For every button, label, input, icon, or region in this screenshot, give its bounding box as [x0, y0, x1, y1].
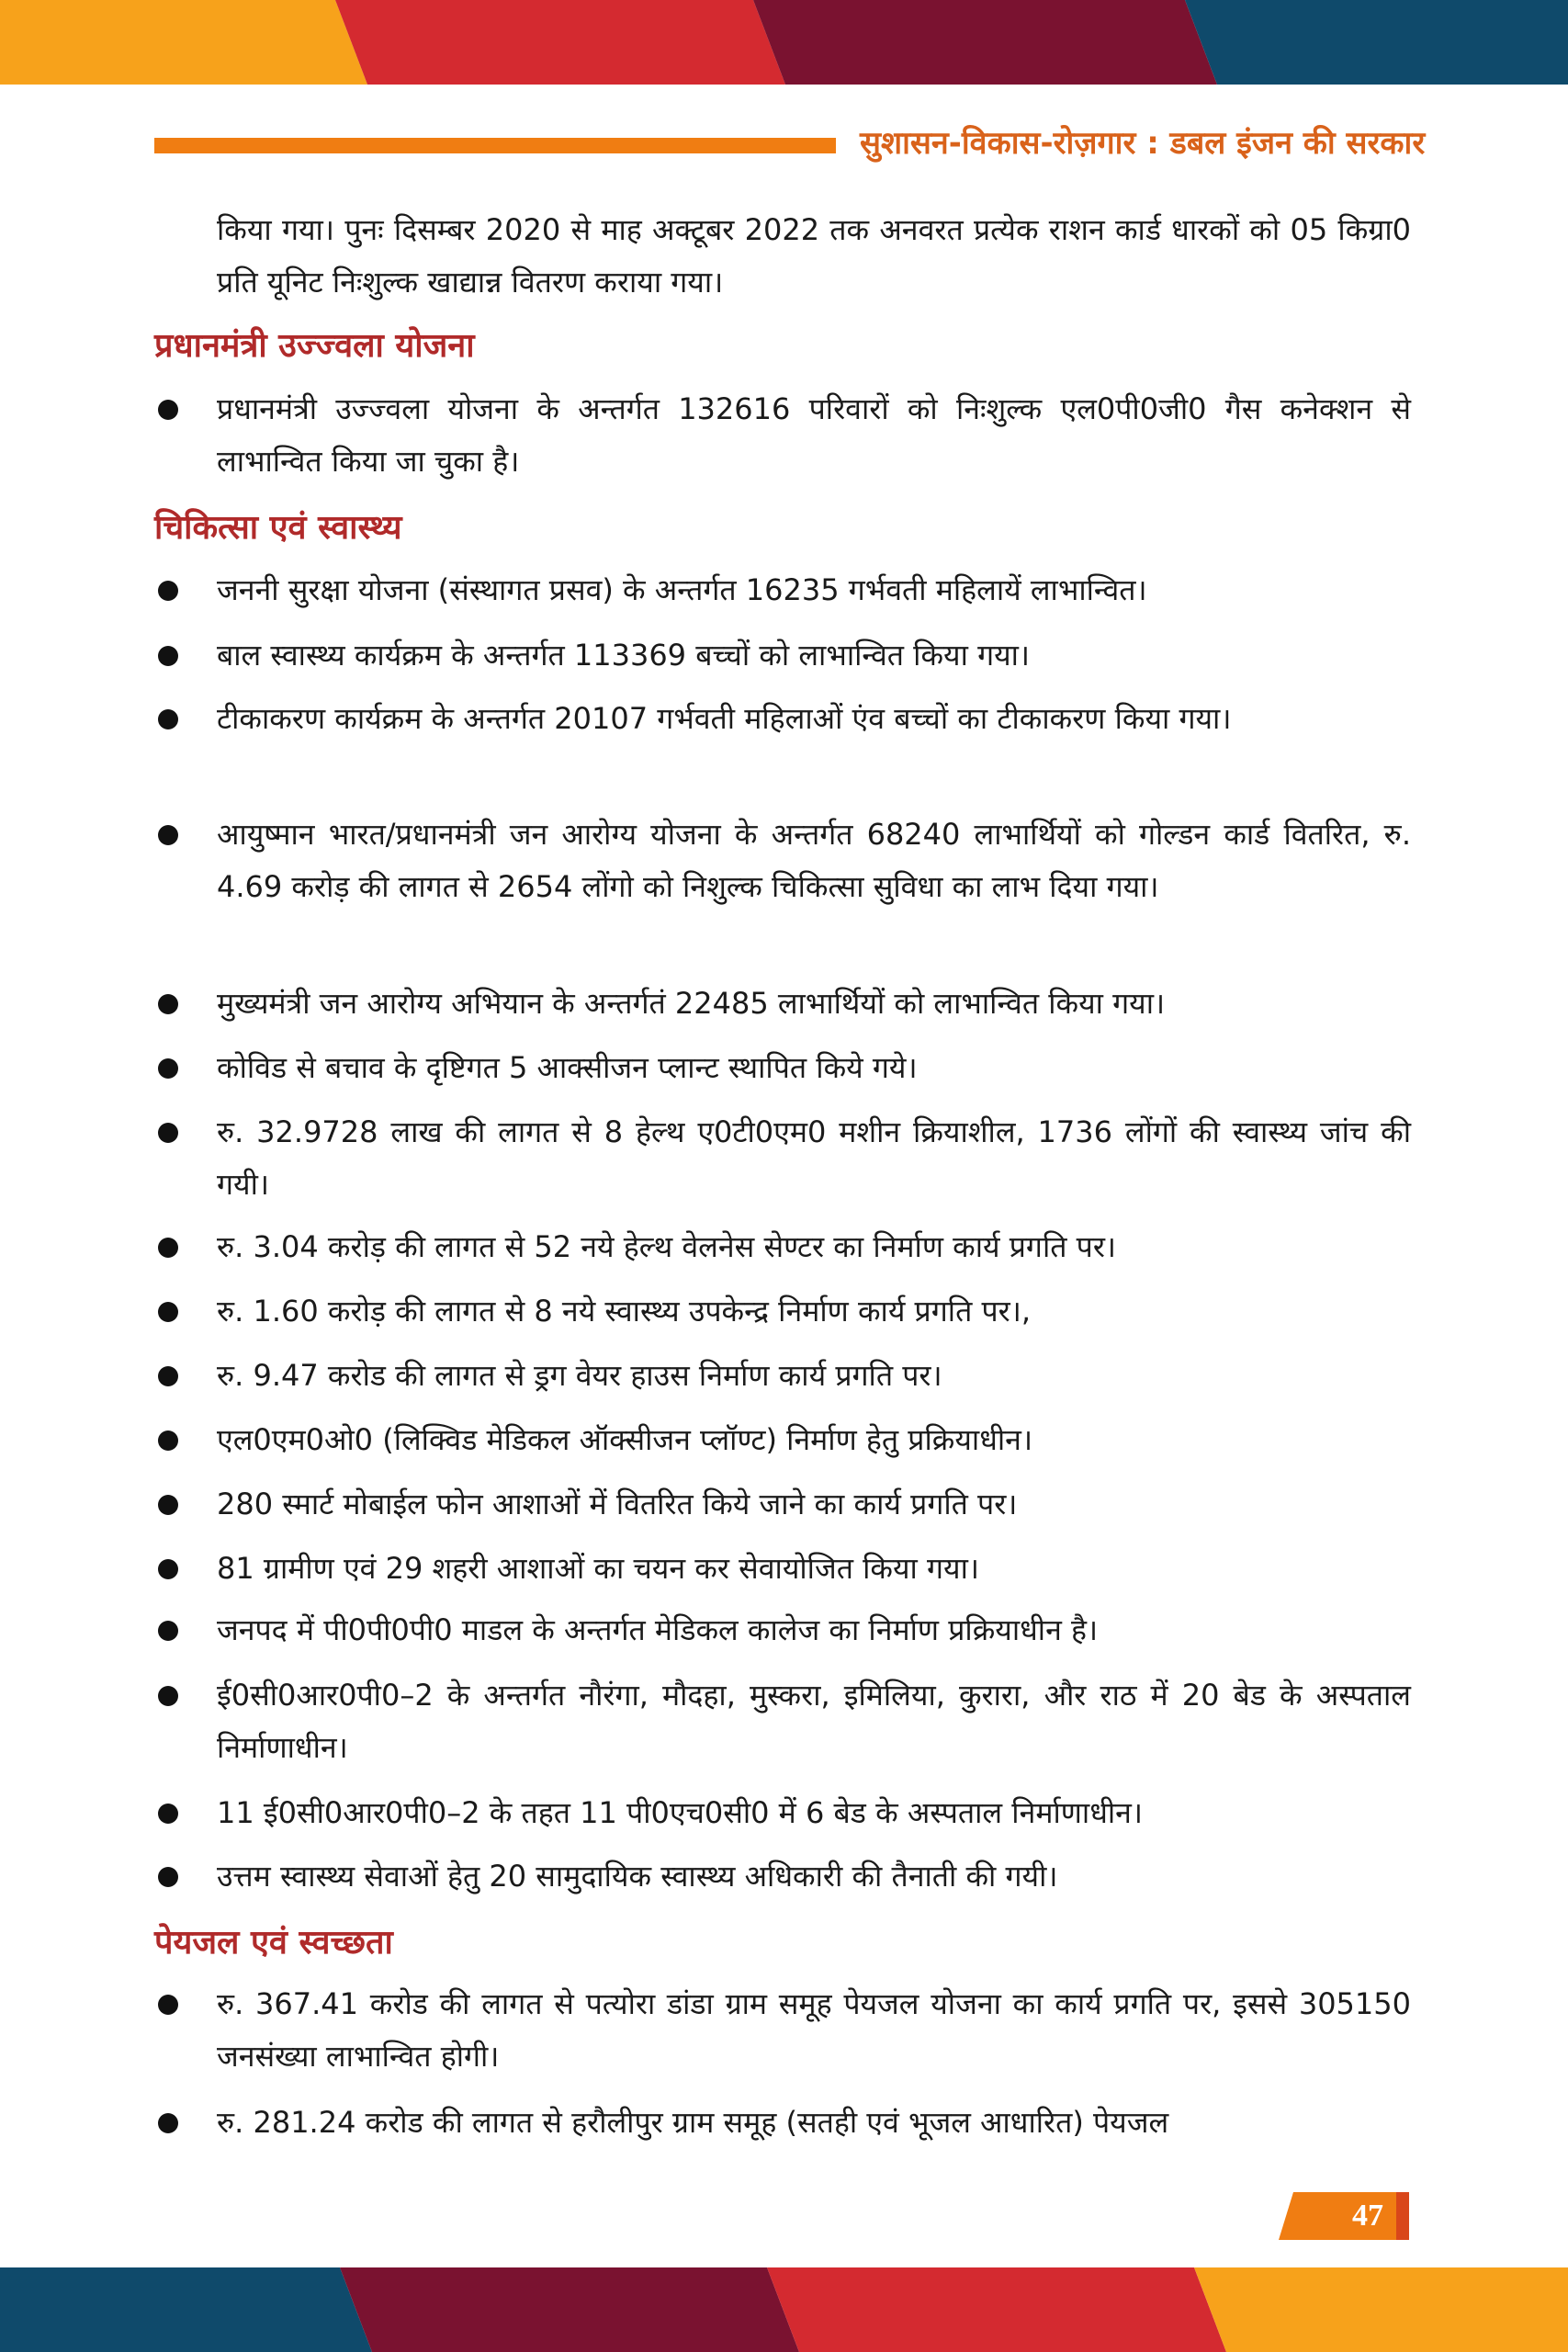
bullet-icon: [158, 1867, 178, 1887]
list-item-text: रु. 9.47 करोड की लागत से ड्रग वेयर हाउस निर्माण कार्य प्रगति पर।: [217, 1358, 942, 1393]
bullet-icon: [158, 1495, 178, 1515]
band-navy: [1185, 0, 1568, 85]
list-item-text: ई0सी0आर0पी0–2 के अन्तर्गत नौरंगा, मौदहा, मुस्करा, इमिलिया, कुरारा, और राठ में 20 बेड के अस्पताल निर्माणाधीन।: [217, 1678, 1411, 1765]
list-item-text: कोविड से बचाव के दृष्टिगत 5 आक्सीजन प्लान्ट स्थापित किये गये।: [217, 1050, 918, 1085]
band-yellow: [0, 0, 367, 85]
list-item-text: 280 स्मार्ट मोबाईल फोन आशाओं में वितरित किये जाने का कार्य प्रगति पर।: [217, 1487, 1018, 1521]
bullet-icon: [158, 1559, 178, 1579]
section-heading-ujjwala: प्रधानमंत्री उज्ज्वला योजना: [154, 327, 475, 365]
band-yellow: [1194, 2267, 1568, 2352]
list-item-text: 11 ई0सी0आर0पी0–2 के तहत 11 पी0एच0सी0 में 6 बेड के अस्पताल निर्माणाधीन।: [217, 1795, 1144, 1830]
band-maroon: [753, 0, 1217, 85]
list-item-text: रु. 367.41 करोड की लागत से पत्योरा डांडा ग्राम समूह पेयजल योजना का कार्य प्रगति पर, इससे 305150 जनसंख्या लाभान्वित होगी।: [217, 1986, 1411, 2074]
list-item-text: आयुष्मान भारत/प्रधानमंत्री जन आरोग्य योजना के अन्तर्गत 68240 लाभार्थियों को गोल्डन कार्ड वितरित, रु. 4.69 करोड़ की लागत से 2654 लोंगो को निशुल्क चिकित्सा सुविधा का लाभ दिया गया।: [217, 817, 1411, 904]
running-header: सुशासन-विकास-रोज़गार : डबल इंजन की सरकार: [860, 125, 1426, 162]
list-item-text: टीकाकरण कार्यक्रम के अन्तर्गत 20107 गर्भवती महिलाओं एंव बच्चों का टीकाकरण किया गया।: [217, 701, 1232, 736]
header-rule: [154, 138, 836, 153]
band-red: [335, 0, 785, 85]
bullet-icon: [158, 1238, 178, 1258]
bullet-icon: [158, 1686, 178, 1706]
section-heading-health: चिकित्सा एवं स्वास्थ्य: [154, 509, 402, 547]
list-item-text: 81 ग्रामीण एवं 29 शहरी आशाओं का चयन कर सेवायोजित किया गया।: [217, 1551, 980, 1586]
bullet-icon: [158, 1995, 178, 2015]
band-navy: [0, 2267, 372, 2352]
list-item-text: बाल स्वास्थ्य कार्यक्रम के अन्तर्गत 113369 बच्चों को लाभान्वित किया गया।: [217, 638, 1031, 673]
bullet-icon: [158, 1123, 178, 1143]
page-number-tab: [1279, 2192, 1409, 2240]
bullet-icon: [158, 1302, 178, 1322]
bullet-icon: [158, 1430, 178, 1451]
bullet-icon: [158, 581, 178, 601]
list-item-text: प्रधानमंत्री उज्ज्वला योजना के अन्तर्गत 132616 परिवारों को निःशुल्क एल0पी0जी0 गैस कनेक्शन से लाभान्वित किया जा चुका है।: [217, 391, 1411, 479]
list-item-text: रु. 1.60 करोड़ की लागत से 8 नये स्वास्थ्य उपकेन्द्र निर्माण कार्य प्रगति पर।,: [217, 1294, 1032, 1329]
list-item-text: उत्तम स्वास्थ्य सेवाओं हेतु 20 सामुदायिक स्वास्थ्य अधिकारी की तैनाती की गयी।: [217, 1859, 1058, 1894]
list-item-text: मुख्यमंत्री जन आरोग्य अभियान के अन्तर्गतं 22485 लाभार्थियों को लाभान्वित किया गया।: [217, 986, 1166, 1021]
list-item-text: रु. 3.04 करोड़ की लागत से 52 नये हेल्थ वेलनेस सेण्टर का निर्माण कार्य प्रगति पर।: [217, 1229, 1117, 1264]
bullet-icon: [158, 646, 178, 666]
list-item-text: जनपद में पी0पी0पी0 माडल के अन्तर्गत मेडिकल कालेज का निर्माण प्रक्रियाधीन है।: [217, 1612, 1099, 1647]
list-item-text: जननी सुरक्षा योजना (संस्थागत प्रसव) के अन्तर्गत 16235 गर्भवती महिलायें लाभान्वित।: [217, 572, 1147, 607]
bullet-icon: [158, 1366, 178, 1386]
band-maroon: [340, 2267, 799, 2352]
list-item-text: एल0एम0ओ0 (लिक्विड मेडिकल ऑक्सीजन प्लॉण्ट) निर्माण हेतु प्रक्रियाधीन।: [217, 1422, 1033, 1457]
top-color-band: [0, 0, 1568, 85]
bullet-icon: [158, 1804, 178, 1824]
bullet-icon: [158, 825, 178, 845]
bullet-icon: [158, 400, 178, 420]
list-item-text: रु. 281.24 करोड की लागत से हरौलीपुर ग्राम समूह (सतही एवं भूजल आधारित) पेयजल: [217, 2105, 1169, 2140]
intro-paragraph: किया गया। पुनः दिसम्बर 2020 से माह अक्टूबर 2022 तक अनवरत प्रत्येक राशन कार्ड धारकों को 05 किग्रा0 प्रति यूनिट निःशुल्क खाद्यान्न वितरण कराया गया।: [217, 212, 1411, 300]
bullet-icon: [158, 1058, 178, 1079]
bottom-color-band: [0, 2267, 1568, 2352]
band-red: [767, 2267, 1226, 2352]
bullet-icon: [158, 994, 178, 1014]
bullet-icon: [158, 2113, 178, 2133]
bullet-icon: [158, 709, 178, 729]
section-heading-water: पेयजल एवं स्वच्छता: [154, 1924, 393, 1962]
page-number: 47: [1352, 2199, 1383, 2233]
list-item-text: रु. 32.9728 लाख की लागत से 8 हेल्थ ए0टी0एम0 मशीन क्रियाशील, 1736 लोंगों की स्वास्थ्य जांच की गयी।: [217, 1114, 1411, 1202]
bullet-icon: [158, 1621, 178, 1641]
